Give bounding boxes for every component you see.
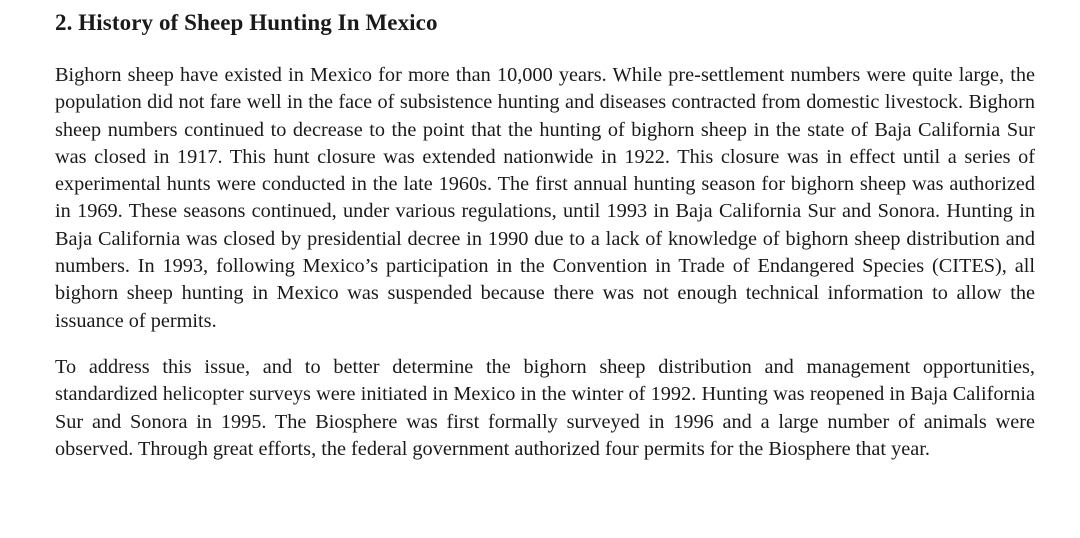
section-heading: 2. History of Sheep Hunting In Mexico xyxy=(55,10,438,35)
paragraph-surveys: To address this issue, and to better determine the bighorn sheep distribution and management opportunities, standardized helicopter surveys were initiated in Mexico in the winter of 1992. Hunting was reopened in Baja California Sur and Sonora in 1995. The Biosphere was first formally surveyed in 1996 and a large number of animals were observed. Through great efforts, the federal government authorized four permits for the Biosphere that year. xyxy=(55,355,1035,460)
paragraph-history: Bighorn sheep have existed in Mexico for more than 10,000 years. While pre-settlement numbers were quite large, the population did not fare well in the face of subsistence hunting and diseases contracted from domestic livestock. Bighorn sheep numbers continued to decrease to the point that the hunting of bighorn sheep in the state of Baja California Sur was closed in 1917. This hunt closure was extended nationwide in 1922. This closure was in effect until a series of experimental hunts were conducted in the late 1960s. The first annual hunting season for bighorn sheep was authorized in 1969. These seasons continued, under various regulations, until 1993 in Baja California Sur and Sonora. Hunting in Baja California was closed by presidential decree in 1990 due to a lack of knowledge of bighorn sheep distribution and numbers. In 1993, following Mexico’s participation in the Convention in Trade of Endangered Species (CITES), all bighorn sheep hunting in Mexico was suspended because there was not enough technical information to allow the issuance of permits. xyxy=(55,64,1035,332)
document-page xyxy=(55,9,1035,482)
